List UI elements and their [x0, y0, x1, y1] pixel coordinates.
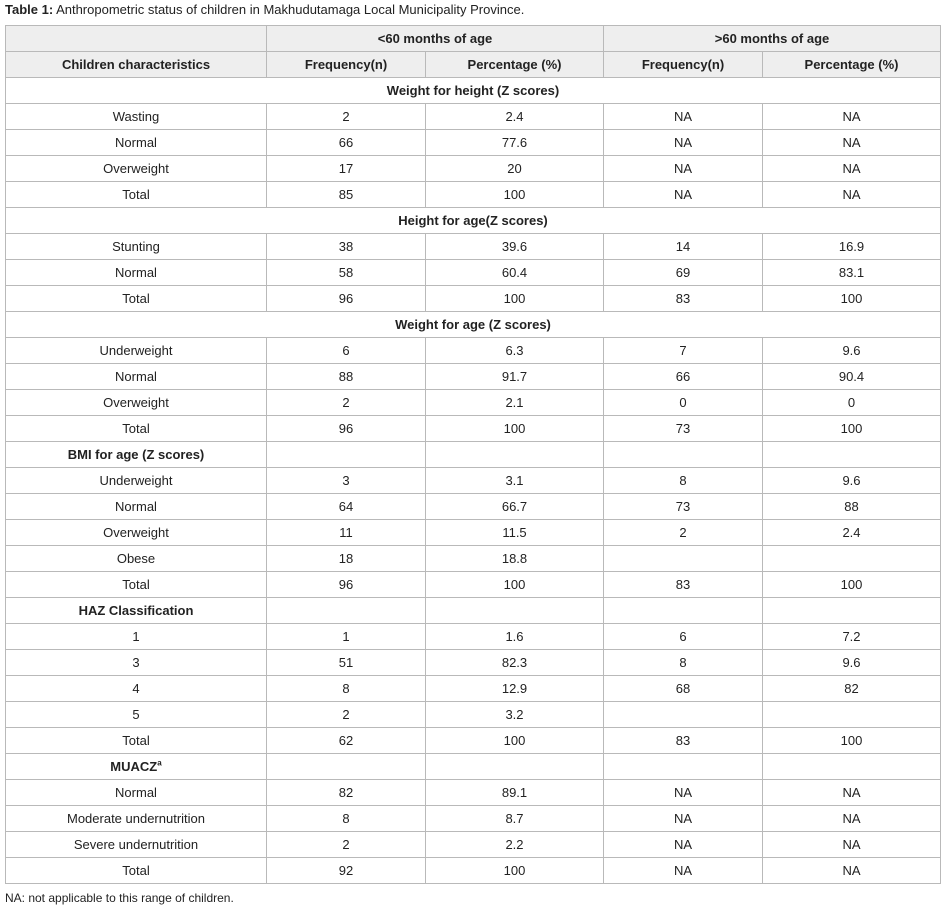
cell-frequency-under: 18	[267, 546, 426, 572]
empty-cell	[604, 598, 763, 624]
cell-percentage-under: 11.5	[426, 520, 604, 546]
cell-percentage-over: 0	[763, 390, 941, 416]
empty-cell	[267, 598, 426, 624]
header-blank-cell	[6, 26, 267, 52]
cell-characteristic: 1	[6, 624, 267, 650]
cell-frequency-under: 96	[267, 572, 426, 598]
table-row	[6, 260, 941, 286]
cell-percentage-over: 100	[763, 286, 941, 312]
cell-percentage-over: NA	[763, 130, 941, 156]
table-row	[6, 104, 941, 130]
table-body	[6, 26, 941, 884]
table-row	[6, 234, 941, 260]
cell-characteristic: Total	[6, 572, 267, 598]
cell-percentage-over: 9.6	[763, 338, 941, 364]
cell-frequency-over: 66	[604, 364, 763, 390]
cell-percentage-over	[763, 702, 941, 728]
section-title	[6, 598, 267, 624]
table-row	[6, 806, 941, 832]
empty-cell	[604, 442, 763, 468]
cell-percentage-under: 60.4	[426, 260, 604, 286]
caption-text: Anthropometric status of children in Makhudutamaga Local Municipality Province.	[53, 2, 525, 17]
cell-characteristic: Total	[6, 286, 267, 312]
cell-frequency-under: 96	[267, 416, 426, 442]
table-row	[6, 858, 941, 884]
cell-frequency-over: 83	[604, 286, 763, 312]
cell-percentage-under: 100	[426, 858, 604, 884]
cell-frequency-under: 8	[267, 806, 426, 832]
cell-percentage-under: 89.1	[426, 780, 604, 806]
cell-percentage-under: 66.7	[426, 494, 604, 520]
table-row	[6, 390, 941, 416]
section-title-text: BMI for age (Z scores)	[67, 447, 205, 462]
table-row	[6, 468, 941, 494]
table-row	[6, 624, 941, 650]
cell-characteristic: Normal	[6, 364, 267, 390]
cell-frequency-under: 6	[267, 338, 426, 364]
cell-frequency-under: 2	[267, 390, 426, 416]
header-characteristics: Children characteristics	[6, 52, 267, 78]
cell-frequency-over: 7	[604, 338, 763, 364]
cell-frequency-over: 6	[604, 624, 763, 650]
cell-frequency-over: NA	[604, 832, 763, 858]
cell-percentage-under: 82.3	[426, 650, 604, 676]
cell-percentage-under: 100	[426, 286, 604, 312]
cell-frequency-over: NA	[604, 156, 763, 182]
cell-characteristic: Overweight	[6, 156, 267, 182]
empty-cell	[763, 754, 941, 780]
table-footnote: NA: not applicable to this range of children.	[5, 891, 234, 905]
cell-percentage-under: 100	[426, 182, 604, 208]
table-row	[6, 572, 941, 598]
table-row	[6, 494, 941, 520]
cell-percentage-over: NA	[763, 182, 941, 208]
table-row	[6, 676, 941, 702]
cell-characteristic: Wasting	[6, 104, 267, 130]
header-percentage-under: Percentage (%)	[426, 52, 604, 78]
cell-frequency-over: NA	[604, 858, 763, 884]
header-row-columns	[6, 52, 941, 78]
cell-percentage-under: 3.2	[426, 702, 604, 728]
cell-frequency-under: 88	[267, 364, 426, 390]
cell-frequency-under: 1	[267, 624, 426, 650]
cell-frequency-over: NA	[604, 130, 763, 156]
anthropometric-table	[5, 25, 941, 884]
header-group-over-60: >60 months of age	[604, 26, 941, 52]
table-row	[6, 546, 941, 572]
cell-percentage-under: 2.1	[426, 390, 604, 416]
cell-frequency-under: 2	[267, 702, 426, 728]
header-percentage-over: Percentage (%)	[763, 52, 941, 78]
section-title-text: Height for age(Z scores)	[398, 213, 548, 228]
cell-frequency-under: 85	[267, 182, 426, 208]
cell-percentage-under: 100	[426, 572, 604, 598]
table-row	[6, 780, 941, 806]
section-title-text: Weight for age (Z scores)	[395, 317, 551, 332]
section-row	[6, 78, 941, 104]
section-title-text: Weight for height (Z scores)	[386, 83, 560, 98]
cell-frequency-under: 2	[267, 104, 426, 130]
cell-frequency-over: 69	[604, 260, 763, 286]
cell-frequency-over	[604, 702, 763, 728]
table-row	[6, 156, 941, 182]
cell-percentage-over: 100	[763, 728, 941, 754]
section-title-superscript: a	[157, 758, 162, 768]
cell-frequency-under: 2	[267, 832, 426, 858]
cell-percentage-over: 100	[763, 416, 941, 442]
cell-percentage-over: 90.4	[763, 364, 941, 390]
cell-frequency-over: 14	[604, 234, 763, 260]
header-frequency-over: Frequency(n)	[604, 52, 763, 78]
cell-frequency-over: 83	[604, 572, 763, 598]
empty-cell	[267, 754, 426, 780]
cell-characteristic: Severe undernutrition	[6, 832, 267, 858]
cell-frequency-over: 2	[604, 520, 763, 546]
section-title-text: MUACZ	[110, 759, 158, 774]
table-row	[6, 364, 941, 390]
empty-cell	[426, 598, 604, 624]
cell-frequency-over: 8	[604, 650, 763, 676]
cell-percentage-over: 82	[763, 676, 941, 702]
section-row	[6, 312, 941, 338]
cell-frequency-over: 0	[604, 390, 763, 416]
section-title	[6, 78, 941, 104]
cell-frequency-under: 58	[267, 260, 426, 286]
cell-percentage-under: 8.7	[426, 806, 604, 832]
cell-characteristic: Overweight	[6, 520, 267, 546]
cell-characteristic: Underweight	[6, 468, 267, 494]
cell-percentage-under: 39.6	[426, 234, 604, 260]
cell-frequency-over: 73	[604, 494, 763, 520]
section-row	[6, 754, 941, 780]
cell-frequency-under: 3	[267, 468, 426, 494]
cell-percentage-over: 100	[763, 572, 941, 598]
cell-percentage-over: 9.6	[763, 650, 941, 676]
cell-percentage-over: 16.9	[763, 234, 941, 260]
cell-frequency-over: NA	[604, 104, 763, 130]
cell-frequency-over: 68	[604, 676, 763, 702]
cell-percentage-over: NA	[763, 156, 941, 182]
cell-percentage-under: 91.7	[426, 364, 604, 390]
cell-percentage-over: NA	[763, 104, 941, 130]
cell-characteristic: Overweight	[6, 390, 267, 416]
section-title	[6, 442, 267, 468]
table-row	[6, 832, 941, 858]
cell-characteristic: 5	[6, 702, 267, 728]
table-row	[6, 130, 941, 156]
cell-frequency-under: 92	[267, 858, 426, 884]
cell-percentage-over: 2.4	[763, 520, 941, 546]
cell-characteristic: Total	[6, 858, 267, 884]
table-row	[6, 520, 941, 546]
cell-frequency-over: 8	[604, 468, 763, 494]
cell-percentage-over: 7.2	[763, 624, 941, 650]
empty-cell	[763, 442, 941, 468]
cell-frequency-over: NA	[604, 182, 763, 208]
cell-characteristic: Underweight	[6, 338, 267, 364]
cell-percentage-under: 1.6	[426, 624, 604, 650]
cell-frequency-under: 82	[267, 780, 426, 806]
table-row	[6, 702, 941, 728]
cell-characteristic: Stunting	[6, 234, 267, 260]
table-row	[6, 728, 941, 754]
cell-percentage-under: 100	[426, 416, 604, 442]
cell-percentage-under: 77.6	[426, 130, 604, 156]
cell-percentage-over: NA	[763, 858, 941, 884]
header-row-groups	[6, 26, 941, 52]
empty-cell	[763, 598, 941, 624]
cell-characteristic: Moderate undernutrition	[6, 806, 267, 832]
cell-frequency-over: NA	[604, 780, 763, 806]
cell-frequency-under: 66	[267, 130, 426, 156]
table-row	[6, 416, 941, 442]
cell-frequency-under: 17	[267, 156, 426, 182]
cell-characteristic: Normal	[6, 260, 267, 286]
empty-cell	[604, 754, 763, 780]
header-group-under-60: <60 months of age	[267, 26, 604, 52]
table-row	[6, 650, 941, 676]
section-title	[6, 208, 941, 234]
empty-cell	[267, 442, 426, 468]
section-row	[6, 208, 941, 234]
section-title-text: HAZ Classification	[78, 603, 194, 618]
table-row	[6, 182, 941, 208]
cell-percentage-under: 2.2	[426, 832, 604, 858]
header-frequency-under: Frequency(n)	[267, 52, 426, 78]
cell-frequency-under: 38	[267, 234, 426, 260]
cell-characteristic: Normal	[6, 494, 267, 520]
cell-frequency-over: 73	[604, 416, 763, 442]
cell-frequency-over	[604, 546, 763, 572]
cell-percentage-over: NA	[763, 806, 941, 832]
cell-frequency-under: 96	[267, 286, 426, 312]
table-row	[6, 338, 941, 364]
empty-cell	[426, 754, 604, 780]
cell-characteristic: Total	[6, 416, 267, 442]
cell-characteristic: Obese	[6, 546, 267, 572]
cell-characteristic: 4	[6, 676, 267, 702]
section-row	[6, 442, 941, 468]
cell-percentage-under: 18.8	[426, 546, 604, 572]
cell-frequency-under: 64	[267, 494, 426, 520]
cell-characteristic: Normal	[6, 780, 267, 806]
cell-percentage-over: NA	[763, 780, 941, 806]
cell-percentage-under: 20	[426, 156, 604, 182]
cell-characteristic: Normal	[6, 130, 267, 156]
cell-characteristic: 3	[6, 650, 267, 676]
table-caption	[5, 2, 524, 18]
cell-frequency-under: 51	[267, 650, 426, 676]
cell-percentage-under: 3.1	[426, 468, 604, 494]
cell-percentage-over: 83.1	[763, 260, 941, 286]
cell-frequency-over: 83	[604, 728, 763, 754]
cell-frequency-under: 11	[267, 520, 426, 546]
cell-frequency-over: NA	[604, 806, 763, 832]
cell-percentage-under: 6.3	[426, 338, 604, 364]
cell-percentage-under: 12.9	[426, 676, 604, 702]
cell-percentage-under: 2.4	[426, 104, 604, 130]
cell-percentage-over: NA	[763, 832, 941, 858]
cell-frequency-under: 62	[267, 728, 426, 754]
section-title	[6, 754, 267, 780]
section-row	[6, 598, 941, 624]
cell-frequency-under: 8	[267, 676, 426, 702]
empty-cell	[426, 442, 604, 468]
caption-label: Table 1:	[5, 2, 54, 17]
cell-percentage-over	[763, 546, 941, 572]
cell-characteristic: Total	[6, 182, 267, 208]
cell-percentage-over: 88	[763, 494, 941, 520]
cell-characteristic: Total	[6, 728, 267, 754]
cell-percentage-over: 9.6	[763, 468, 941, 494]
table-row	[6, 286, 941, 312]
section-title	[6, 312, 941, 338]
cell-percentage-under: 100	[426, 728, 604, 754]
